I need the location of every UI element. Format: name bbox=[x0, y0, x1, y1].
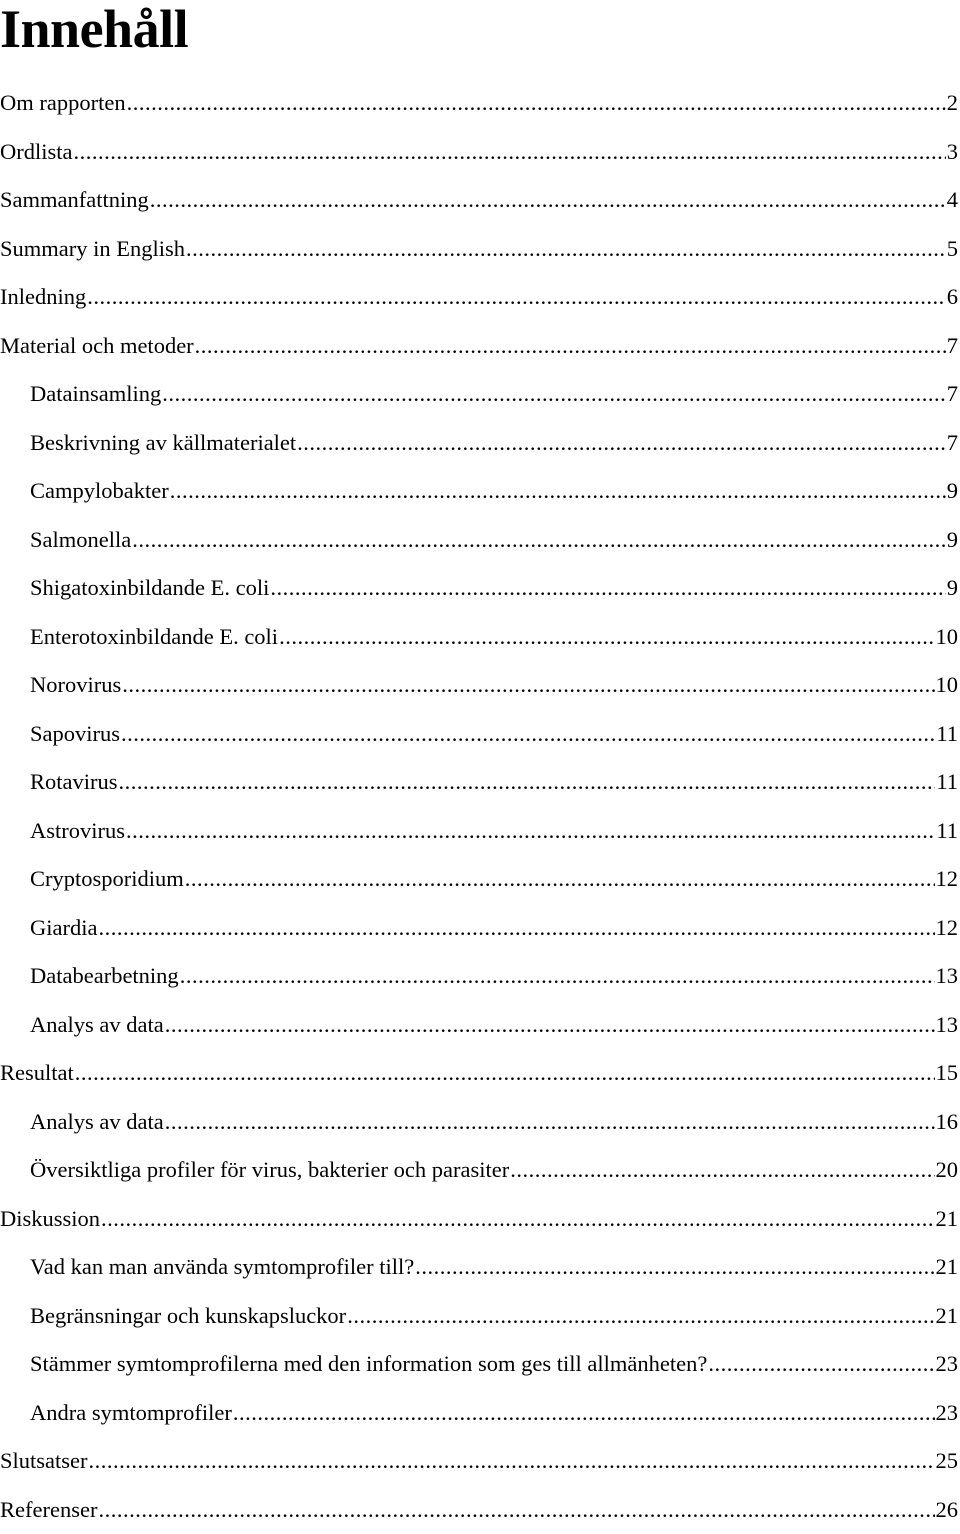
toc-entry-label: Shigatoxinbildande E. coli bbox=[30, 564, 270, 613]
toc-entry-label: Ordlista bbox=[0, 128, 74, 177]
toc-entry[interactable] bbox=[0, 128, 958, 177]
toc-entry[interactable] bbox=[0, 1340, 958, 1389]
toc-entry-page-number: 2 bbox=[946, 79, 958, 128]
toc-entry-label: Beskrivning av källmaterialet bbox=[30, 419, 297, 468]
toc-entry-label: Analys av data bbox=[30, 1098, 165, 1147]
toc-entry-label: Material och metoder bbox=[0, 322, 195, 371]
toc-entry-page-number: 12 bbox=[935, 904, 959, 953]
toc-entry[interactable] bbox=[0, 1098, 958, 1147]
toc-entry-page-number: 9 bbox=[946, 516, 958, 565]
toc-entry-page-number: 9 bbox=[946, 564, 958, 613]
toc-dot-leader bbox=[126, 807, 935, 856]
toc-dot-leader bbox=[87, 273, 946, 322]
toc-entry[interactable] bbox=[0, 1195, 958, 1244]
toc-entry[interactable] bbox=[0, 1437, 958, 1486]
toc-entry[interactable] bbox=[0, 273, 958, 322]
toc-entry-label: Salmonella bbox=[30, 516, 132, 565]
toc-entry[interactable] bbox=[0, 225, 958, 274]
toc-entry[interactable] bbox=[0, 758, 958, 807]
toc-entry-page-number: 12 bbox=[935, 855, 959, 904]
toc-dot-leader bbox=[270, 564, 945, 613]
toc-entry-page-number: 26 bbox=[935, 1486, 959, 1534]
toc-entry-label: Analys av data bbox=[30, 1001, 165, 1050]
toc-dot-leader bbox=[75, 1049, 935, 1098]
toc-entry-page-number: 7 bbox=[946, 322, 958, 371]
toc-dot-leader bbox=[279, 613, 934, 662]
toc-entry[interactable] bbox=[0, 613, 958, 662]
toc-entry-label: Resultat bbox=[0, 1049, 75, 1098]
toc-entry-page-number: 5 bbox=[946, 225, 958, 274]
toc-entry-page-number: 7 bbox=[946, 370, 958, 419]
toc-entry-page-number: 3 bbox=[946, 128, 958, 177]
toc-entry-label: Enterotoxinbildande E. coli bbox=[30, 613, 279, 662]
toc-entry[interactable] bbox=[0, 419, 958, 468]
toc-dot-leader bbox=[119, 758, 936, 807]
toc-entry[interactable] bbox=[0, 467, 958, 516]
toc-entry[interactable] bbox=[0, 176, 958, 225]
toc-dot-leader bbox=[74, 128, 946, 177]
toc-entry[interactable] bbox=[0, 1292, 958, 1341]
toc-entry[interactable] bbox=[0, 807, 958, 856]
toc-entry[interactable] bbox=[0, 855, 958, 904]
toc-entry-label: Slutsatser bbox=[0, 1437, 89, 1486]
toc-entry-label: Inledning bbox=[0, 273, 87, 322]
toc-entry-label: Databearbetning bbox=[30, 952, 180, 1001]
toc-entry-label: Sapovirus bbox=[30, 710, 121, 759]
toc-entry-page-number: 10 bbox=[935, 661, 959, 710]
toc-entry-label: Om rapporten bbox=[0, 79, 127, 128]
toc-entry-page-number: 6 bbox=[946, 273, 958, 322]
toc-entry[interactable] bbox=[0, 904, 958, 953]
toc-entry-label: Norovirus bbox=[30, 661, 122, 710]
toc-entry-page-number: 16 bbox=[935, 1098, 959, 1147]
toc-entry[interactable] bbox=[0, 564, 958, 613]
toc-entry-label: Datainsamling bbox=[30, 370, 162, 419]
toc-dot-leader bbox=[185, 855, 935, 904]
toc-dot-leader bbox=[122, 661, 934, 710]
toc-dot-leader bbox=[150, 176, 946, 225]
toc-entry-page-number: 25 bbox=[935, 1437, 959, 1486]
toc-entry-page-number: 11 bbox=[935, 807, 958, 856]
toc-dot-leader bbox=[195, 322, 946, 371]
toc-entry-page-number: 21 bbox=[935, 1243, 959, 1292]
toc-entry[interactable] bbox=[0, 1146, 958, 1195]
toc-entry[interactable] bbox=[0, 1243, 958, 1292]
toc-entry-page-number: 23 bbox=[935, 1389, 959, 1438]
page-title: Innehåll bbox=[0, 0, 188, 58]
toc-entry-label: Begränsningar och kunskapsluckor bbox=[30, 1292, 347, 1341]
toc-entry[interactable] bbox=[0, 710, 958, 759]
toc-entry-label: Giardia bbox=[30, 904, 98, 953]
toc-dot-leader bbox=[510, 1146, 934, 1195]
toc-entry-label: Sammanfattning bbox=[0, 176, 150, 225]
toc-entry-label: Campylobakter bbox=[30, 467, 170, 516]
toc-dot-leader bbox=[165, 1001, 935, 1050]
toc-dot-leader bbox=[98, 904, 934, 953]
toc-dot-leader bbox=[121, 710, 935, 759]
toc-dot-leader bbox=[415, 1243, 934, 1292]
toc-entry-page-number: 13 bbox=[935, 952, 959, 1001]
toc-entry[interactable] bbox=[0, 322, 958, 371]
toc-dot-leader bbox=[180, 952, 935, 1001]
toc-entry[interactable] bbox=[0, 79, 958, 128]
toc-entry-page-number: 9 bbox=[946, 467, 958, 516]
toc-entry[interactable] bbox=[0, 1049, 958, 1098]
toc-entry-label: Rotavirus bbox=[30, 758, 119, 807]
toc-entry-page-number: 11 bbox=[935, 758, 958, 807]
toc-entry-page-number: 21 bbox=[935, 1292, 959, 1341]
toc-dot-leader bbox=[98, 1486, 934, 1534]
toc-entry-page-number: 15 bbox=[935, 1049, 959, 1098]
toc-entry[interactable] bbox=[0, 370, 958, 419]
toc-entry-label: Andra symtomprofiler bbox=[30, 1389, 233, 1438]
toc-entry-page-number: 20 bbox=[935, 1146, 959, 1195]
toc-entry[interactable] bbox=[0, 1389, 958, 1438]
toc-dot-leader bbox=[165, 1098, 935, 1147]
toc-entry-label: Cryptosporidium bbox=[30, 855, 185, 904]
toc-dot-leader bbox=[708, 1340, 934, 1389]
toc-entry-label: Summary in English bbox=[0, 225, 186, 274]
toc-dot-leader bbox=[101, 1195, 934, 1244]
toc-dot-leader bbox=[233, 1389, 935, 1438]
toc-entry-page-number: 10 bbox=[935, 613, 959, 662]
toc-entry-label: Stämmer symtomprofilerna med den information som ges till allmänheten? bbox=[30, 1340, 708, 1389]
toc-entry-page-number: 11 bbox=[935, 710, 958, 759]
toc-entry-label: Diskussion bbox=[0, 1195, 101, 1244]
toc-entry[interactable] bbox=[0, 1001, 958, 1050]
toc-dot-leader bbox=[127, 79, 946, 128]
toc-entry-page-number: 4 bbox=[946, 176, 958, 225]
toc-dot-leader bbox=[347, 1292, 934, 1341]
toc-entry[interactable] bbox=[0, 516, 958, 565]
toc-entry-page-number: 21 bbox=[935, 1195, 959, 1244]
toc-dot-leader bbox=[132, 516, 946, 565]
toc-entry-page-number: 23 bbox=[935, 1340, 959, 1389]
toc-entry-page-number: 7 bbox=[946, 419, 958, 468]
toc-entry-label: Referenser bbox=[0, 1486, 98, 1534]
toc-entry-page-number: 13 bbox=[935, 1001, 959, 1050]
toc-entry-label: Astrovirus bbox=[30, 807, 126, 856]
toc-entry[interactable] bbox=[0, 1486, 958, 1534]
toc-entry-label: Översiktliga profiler för virus, bakterier och parasiter bbox=[30, 1146, 510, 1195]
toc-dot-leader bbox=[162, 370, 946, 419]
toc-entry-label: Vad kan man använda symtomprofiler till? bbox=[30, 1243, 415, 1292]
toc-dot-leader bbox=[297, 419, 946, 468]
toc-entry[interactable] bbox=[0, 661, 958, 710]
toc-dot-leader bbox=[186, 225, 946, 274]
toc-dot-leader bbox=[89, 1437, 935, 1486]
toc-dot-leader bbox=[170, 467, 946, 516]
table-of-contents bbox=[0, 79, 958, 1534]
toc-entry[interactable] bbox=[0, 952, 958, 1001]
